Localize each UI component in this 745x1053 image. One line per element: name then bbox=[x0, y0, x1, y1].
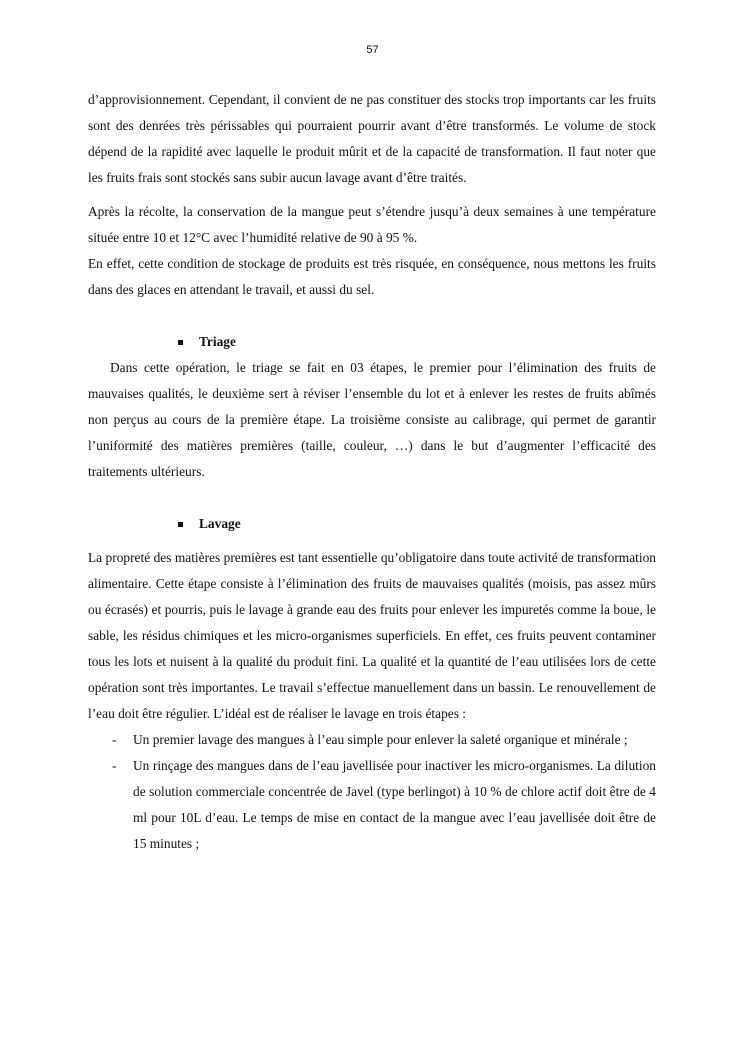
page-number: 57 bbox=[366, 44, 379, 56]
paragraph-lavage: La propreté des matières premières est tant essentielle qu’obligatoire dans toute activité de transformation alimentaire. Cette étape consiste à l’élimination des fruits de mauvaises qualités (moisis, pas assez mûrs ou écrasés) et pourris, puis le lavage à grande eau des fruits pour enlever les impuretés comme la boue, le sable, les résidus chimiques et les micro-organismes superficiels. En effet, ces fruits peuvent contaminer tous les lots et nuisent à la qualité du produit fini. La qualité et la quantité de l’eau utilisées lors de cette opération sont très importantes. Le travail s’effectue manuellement dans un bassin. Le renouvellement de l’eau doit être régulier. L’idéal est de réaliser le lavage en trois étapes : bbox=[88, 550, 656, 721]
lavage-steps-list bbox=[88, 727, 656, 857]
list-item-text: Un rinçage des mangues dans de l’eau javellisée pour inactiver les micro-organismes. La dilution de solution commerciale concentrée de Javel (type berlingot) à 10 % de chlore actif doit être de 4 ml pour 10L d’eau. Le temps de mise en contact de la mangue avec l’eau javellisée doit être de 15 minutes ; bbox=[133, 758, 656, 851]
dash-bullet: - bbox=[112, 758, 117, 773]
square-bullet-icon bbox=[178, 522, 183, 527]
list-item-text: Un premier lavage des mangues à l’eau simple pour enlever la saleté organique et minérale ; bbox=[133, 732, 628, 747]
paragraph-triage: Dans cette opération, le triage se fait en 03 étapes, le premier pour l’élimination des fruits de mauvaises qualités, le deuxième sert à réviser l’ensemble du lot et à enlever les restes de fruits abîmés non perçus au cours de la première étape. La troisième consiste au calibrage, qui permet de garantir l’uniformité des matières premières (taille, couleur, …) dans le but d’augmenter l’efficacité des traitements ultérieurs. bbox=[88, 360, 656, 479]
paragraph-risk: En effet, cette condition de stockage de produits est très risquée, en conséquence, nous mettons les fruits dans des glaces en attendant le travail, et aussi du sel. bbox=[88, 256, 656, 297]
section-heading-triage bbox=[178, 329, 656, 355]
list-item bbox=[88, 727, 656, 753]
section-heading-lavage bbox=[178, 511, 656, 537]
dash-bullet: - bbox=[112, 732, 117, 747]
square-bullet-icon bbox=[178, 340, 183, 345]
paragraph-conservation: Après la récolte, la conservation de la mangue peut s’étendre jusqu’à deux semaines à une température située entre 10 et 12°C avec l’humidité relative de 90 à 95 %. bbox=[88, 204, 656, 245]
document-body bbox=[88, 87, 656, 857]
section-heading-label: Lavage bbox=[199, 516, 241, 531]
paragraph-stock: d’approvisionnement. Cependant, il convient de ne pas constituer des stocks trop importants car les fruits sont des denrées très périssables qui pourraient pourrir avant d’être transformés. Le volume de stock dépend de la rapidité avec laquelle le produit mûrit et de la capacité de transformation. Il faut noter que les fruits frais sont stockés sans subir aucun lavage avant d’être traités. bbox=[88, 92, 656, 185]
list-item bbox=[88, 753, 656, 857]
section-heading-label: Triage bbox=[199, 334, 236, 349]
